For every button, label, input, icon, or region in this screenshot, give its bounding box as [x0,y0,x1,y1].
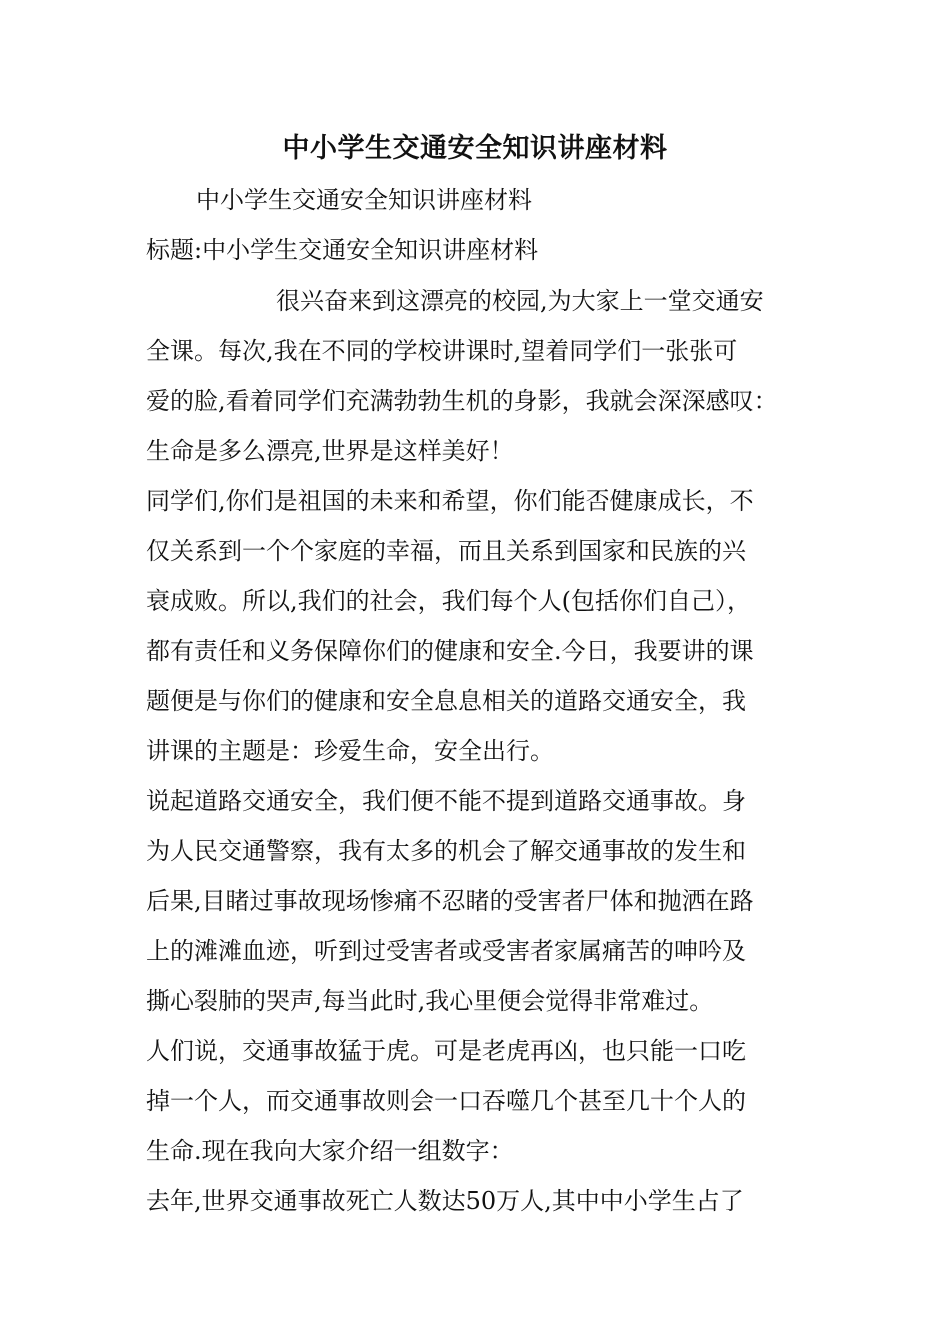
body-line: 后果,目睹过事故现场惨痛不忍睹的受害者尸体和抛洒在路 [146,887,754,915]
document-title: 中小学生交通安全知识讲座材料 [282,133,668,164]
body-line: 上的滩滩血迹，听到过受害者或受害者家属痛苦的呻吟及 [146,937,746,965]
body-line: 同学们,你们是祖国的未来和希望，你们能否健康成长，不 [146,487,754,515]
body-line: 生命是多么漂亮,世界是这样美好！ [146,437,514,465]
document-body [146,283,822,1233]
body-line: 讲课的主题是：珍爱生命，安全出行。 [146,737,554,765]
body-line: 掉一个人，而交通事故则会一口吞噬几个甚至几十个人的 [146,1087,746,1115]
body-line: 生命.现在我向大家介绍一组数字： [146,1137,514,1165]
body-line: 全课。每次,我在不同的学校讲课时,望着同学们一张张可 [146,337,738,365]
body-line: 撕心裂肺的哭声,每当此时,我心里便会觉得非常难过。 [146,987,714,1015]
body-line: 去年,世界交通事故死亡人数达50万人,其中中小学生占了 [146,1187,744,1215]
body-line: 很兴奋来到这漂亮的校园,为大家上一堂交通安 [276,287,764,315]
body-line: 人们说，交通事故猛于虎。可是老虎再凶，也只能一口吃 [146,1037,746,1065]
body-line: 仅关系到一个个家庭的幸福，而且关系到国家和民族的兴 [146,537,746,565]
body-line: 都有责任和义务保障你们的健康和安全.今日，我要讲的课 [146,637,754,665]
body-line: 为人民交通警察，我有太多的机会了解交通事故的发生和 [146,837,746,865]
body-line: 说起道路交通安全，我们便不能不提到道路交通事故。身 [146,787,746,815]
body-line: 衰成败。所以,我们的社会，我们每个人(包括你们自己）， [146,587,751,615]
body-line: 题便是与你们的健康和安全息息相关的道路交通安全，我 [146,687,746,715]
body-line: 爱的脸,看着同学们充满勃勃生机的身影，我就会深深感叹： [146,387,778,415]
title-label-line: 标题:中小学生交通安全知识讲座材料 [146,236,539,264]
document-subtitle: 中小学生交通安全知识讲座材料 [196,186,532,214]
